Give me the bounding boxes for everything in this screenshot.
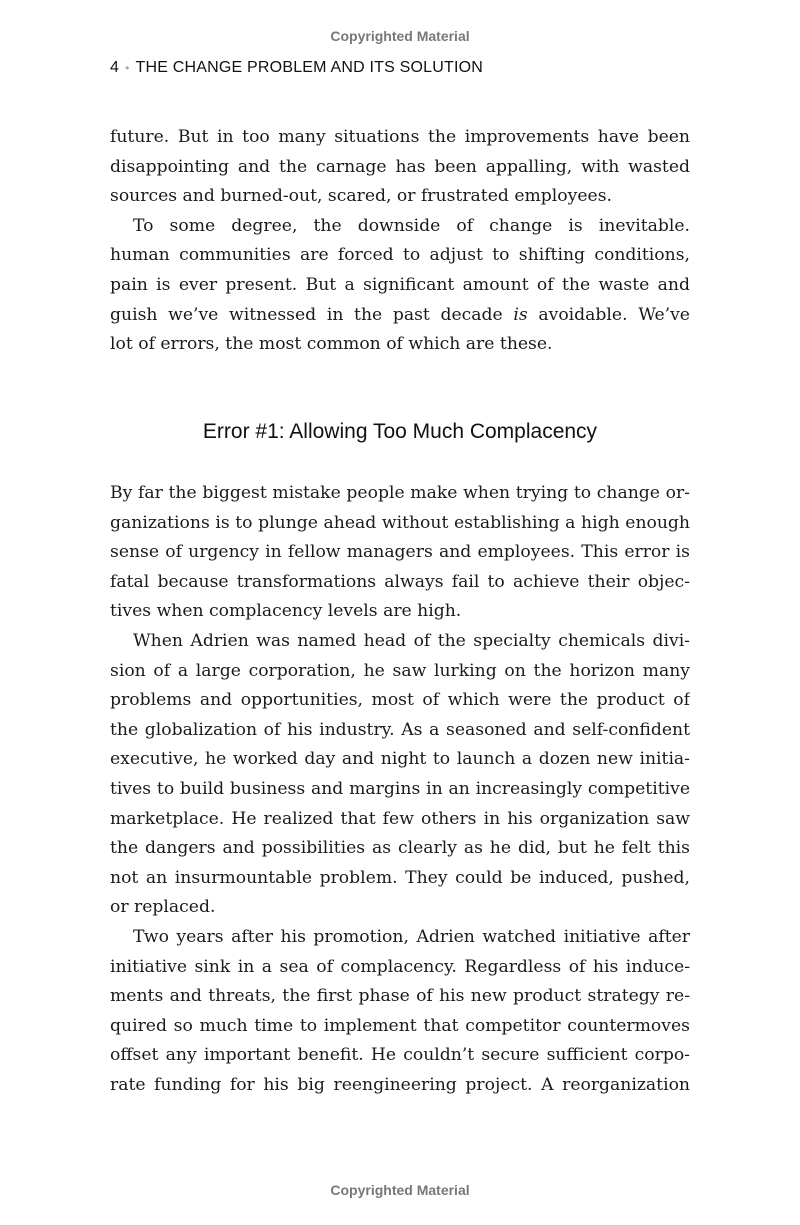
text-line: sources and burned-out, scared, or frustrated employees. (110, 186, 612, 207)
separator-bullet: • (125, 61, 130, 75)
text-line: or replaced. (110, 897, 216, 918)
text-line: tives to build business and margins in an increasingly competitive (110, 778, 690, 799)
text-line: marketplace. He realized that few others in his organization saw (110, 808, 690, 829)
running-head (110, 59, 483, 77)
text-line: lot of errors, the most common of which are these. (110, 334, 553, 355)
body-text-section (110, 479, 690, 1100)
text-segment: avoidable. We’ve (538, 304, 690, 325)
text-line: ganizations is to plunge ahead without establishing a high enough (110, 512, 690, 533)
chapter-title: THE CHANGE PROBLEM AND ITS SOLUTION (135, 59, 484, 76)
text-line: When Adrien was named head of the specialty chemicals divi- (133, 630, 690, 651)
text-line: quired so much time to implement that competitor countermoves (110, 1015, 690, 1036)
text-line: offset any important benefit. He couldn’t secure sufficient corpo- (110, 1045, 690, 1066)
text-line: the dangers and possibilities as clearly as he did, but he felt this (110, 838, 690, 859)
text-line: problems and opportunities, most of which were the product of (110, 690, 690, 711)
text-line: ments and threats, the first phase of his new product strategy re- (110, 986, 690, 1007)
section-heading: Error #1: Allowing Too Much Complacency (202, 420, 598, 443)
copyright-watermark-top: Copyrighted Material (330, 28, 470, 44)
emphasis-text: is (513, 304, 528, 325)
text-line: Two years after his promotion, Adrien watched initiative after (133, 926, 690, 947)
copyright-watermark-bottom: Copyrighted Material (330, 1182, 470, 1198)
text-line: initiative sink in a sea of complacency. Regardless of his induce- (110, 956, 690, 977)
text-line: the globalization of his industry. As a seasoned and self-confident (110, 719, 690, 740)
text-line: human communities are forced to adjust to shifting conditions, (110, 245, 690, 266)
text-line: To some degree, the downside of change is inevitable. (133, 215, 690, 236)
text-line: disappointing and the carnage has been appalling, with wasted (110, 156, 690, 177)
text-line: rate funding for his big reengineering project. A reorganization (110, 1074, 690, 1095)
text-line: By far the biggest mistake people make when trying to change or- (110, 483, 690, 503)
text-line: pain is ever present. But a significant amount of the waste and (110, 274, 690, 295)
body-text-intro (110, 123, 690, 360)
text-line (110, 301, 690, 331)
page-number: 4 (110, 59, 120, 76)
text-line: not an insurmountable problem. They could be induced, pushed, (110, 867, 690, 888)
text-line: sion of a large corporation, he saw lurking on the horizon many (110, 660, 690, 681)
text-line: tives when complacency levels are high. (110, 601, 462, 622)
text-line: sense of urgency in fellow managers and employees. This error is (110, 542, 690, 563)
text-line: future. But in too many situations the improvements have been (110, 127, 690, 147)
text-segment: guish we’ve witnessed in the past decade (110, 304, 514, 325)
text-line: executive, he worked day and night to launch a dozen new initia- (110, 749, 690, 770)
text-line: fatal because transformations always fail to achieve their objec- (110, 571, 690, 592)
